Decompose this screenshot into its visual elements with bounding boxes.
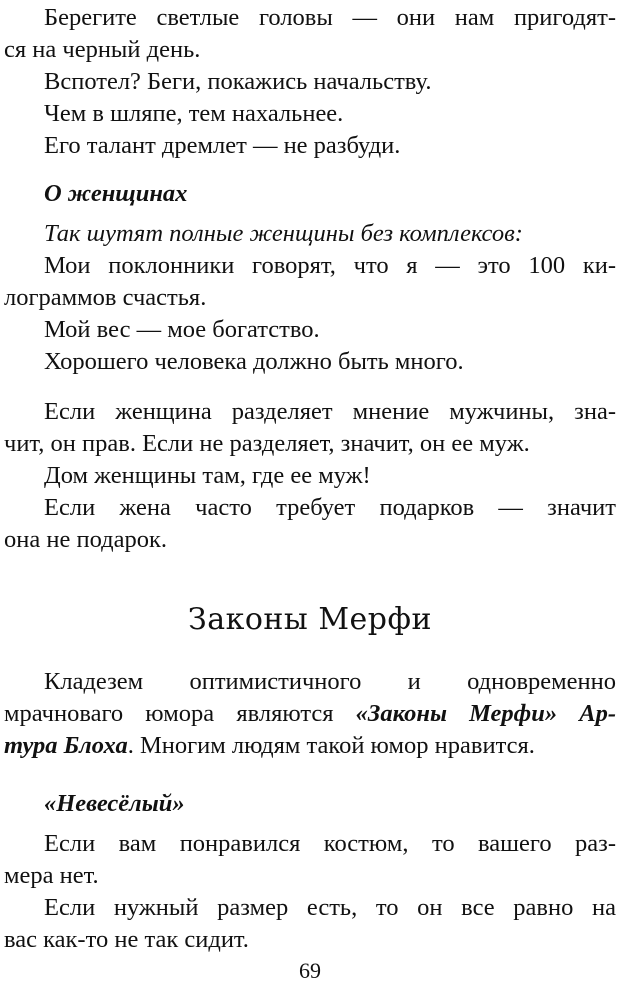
text-line <box>4 698 616 730</box>
text-line: ся на черный день. <box>4 36 201 63</box>
text-span: мрачноваго юмора являются <box>4 700 356 727</box>
text-line: Так шутят полные женщины без комплексов: <box>44 220 523 247</box>
text-line: Дом женщины там, где ее муж! <box>44 462 371 489</box>
text-line: Если вам понравился костюм, то вашего раз- <box>44 830 616 857</box>
text-line: лограммов счастья. <box>4 284 207 311</box>
text-line: Вспотел? Беги, покажись начальству. <box>44 68 432 95</box>
text-line <box>4 730 616 762</box>
text-span: . Многим людям такой юмор нравится. <box>127 732 535 759</box>
women-jokes <box>4 218 616 378</box>
text-line: Кладезем оптимистичного и одновременно <box>44 668 616 695</box>
section-heading: О женщинах <box>44 180 188 207</box>
text-line: чит, он прав. Если не разделяет, значит, он ее муж. <box>4 430 530 457</box>
proverbs-block <box>4 2 616 162</box>
text-line: Если жена часто требует подарков — значит <box>44 494 616 521</box>
text-line: Хорошего человека должно быть много. <box>44 348 464 375</box>
text-line: Берегите светлые головы — они нам пригодят- <box>44 4 616 31</box>
book-title: «Законы Мерфи» Ар- <box>355 700 616 727</box>
text-line: она не подарок. <box>4 526 167 553</box>
murphy-intro <box>4 666 616 762</box>
wife-jokes <box>4 396 616 556</box>
murphy-subsection <box>4 788 616 820</box>
author-name: тура Блоха <box>4 732 128 759</box>
murphy-laws <box>4 828 616 956</box>
chapter-title: Законы Мерфи <box>188 602 432 637</box>
women-section <box>4 178 616 210</box>
text-line: Его талант дремлет — не разбуди. <box>44 132 401 159</box>
text-line: вас как-то не так сидит. <box>4 926 249 953</box>
page-number: 69 <box>299 958 321 983</box>
text-line: Если женщина разделяет мнение мужчины, зна- <box>44 398 616 425</box>
text-line: мера нет. <box>4 862 99 889</box>
text-line: Чем в шляпе, тем нахальнее. <box>44 100 344 127</box>
text-line: Мой вес — мое богатство. <box>44 316 320 343</box>
text-line: Если нужный размер есть, то он все равно на <box>44 894 616 921</box>
text-line: Мои поклонники говорят, что я — это 100 ки- <box>44 252 616 279</box>
section-heading: «Невесёлый» <box>44 790 185 817</box>
